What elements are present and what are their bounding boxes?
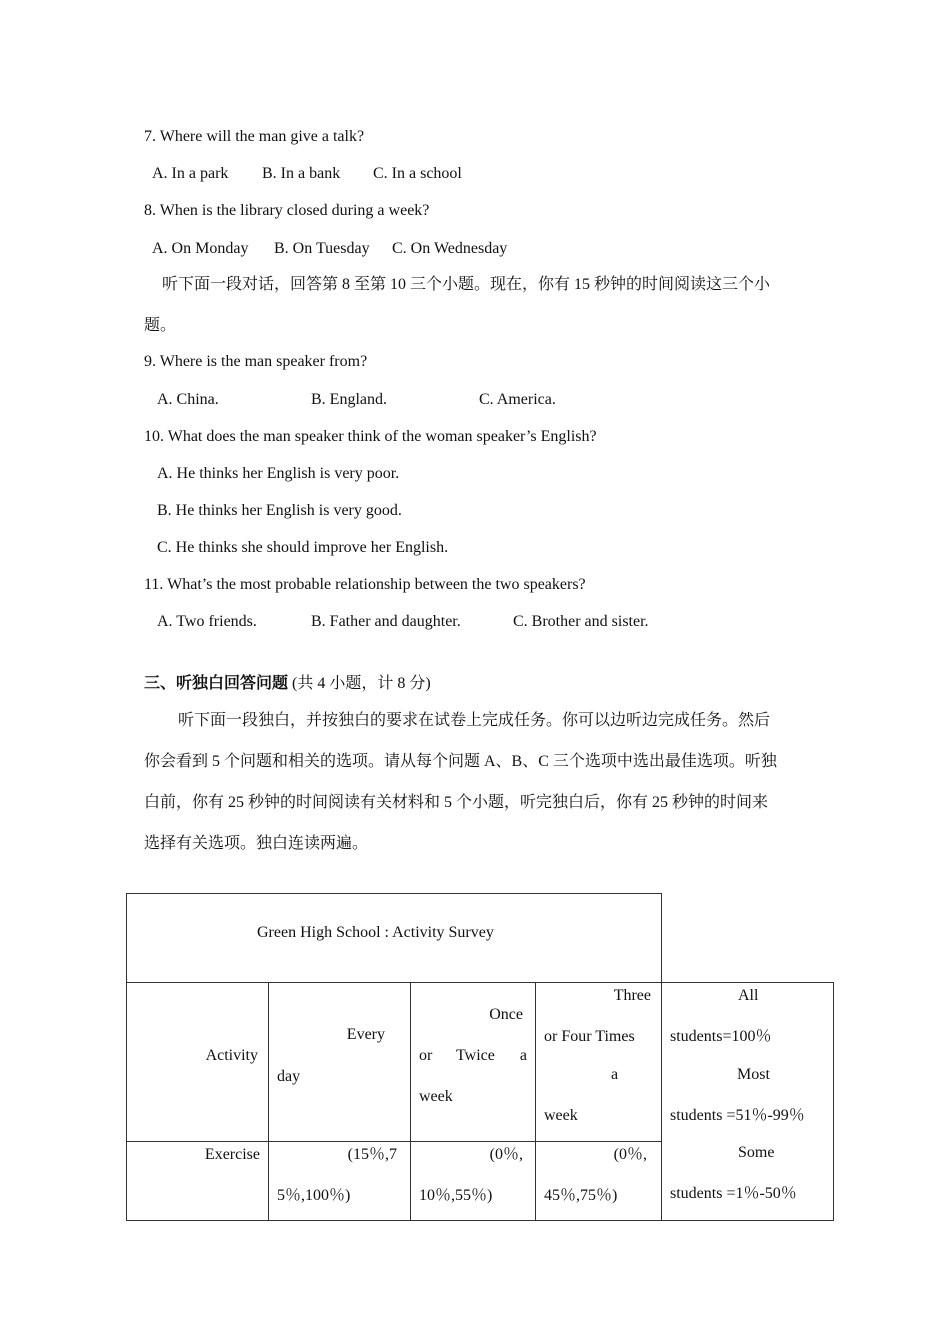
- header-three-four-word-3: a: [611, 1066, 619, 1083]
- header-three-four-word-1: Three: [613, 987, 651, 1004]
- legend-cell: [662, 983, 834, 1221]
- table-header-row: [127, 983, 834, 1142]
- legend-some-value: students =1％-50％: [670, 1185, 797, 1202]
- header-once-twice-word-3: Twice: [456, 1047, 495, 1064]
- q7-option-c: C. In a school: [373, 165, 462, 182]
- legend-most-label: Most: [737, 1066, 770, 1083]
- q10-option-c: C. He thinks she should improve her English.: [157, 539, 449, 556]
- table-blank-corner: [662, 894, 834, 983]
- section-three-heading-bold: 三、听独白回答问题: [144, 675, 289, 692]
- q10-option-a: A. He thinks her English is very poor.: [157, 465, 400, 482]
- q9-option-a: A. China.: [157, 391, 219, 408]
- q8-option-b: B. On Tuesday: [274, 240, 370, 257]
- header-once-twice: [411, 983, 536, 1142]
- question-9: 9. Where is the man speaker from?: [144, 353, 368, 370]
- question-7: 7. Where will the man give a talk?: [144, 128, 365, 145]
- monologue-instruction-line-1: 听下面一段独白，并按独白的要求在试卷上完成任务。你可以边听边完成任务。然后: [178, 712, 771, 729]
- row-exercise-three-four-part-2: 45％,75％): [544, 1187, 618, 1204]
- header-once-twice-word-2: or: [419, 1047, 433, 1064]
- q11-option-c: C. Brother and sister.: [513, 613, 649, 630]
- header-activity-label: Activity: [205, 1047, 258, 1064]
- table-title-row: [127, 894, 834, 983]
- q11-option-a: A. Two friends.: [157, 613, 257, 630]
- header-once-twice-word-4: a: [519, 1047, 527, 1064]
- header-three-four: [536, 983, 662, 1142]
- dialogue-instruction-line-1: 听下面一段对话，回答第 8 至第 10 三个小题。现在，你有 15 秒钟的时间阅读这三个小: [162, 276, 771, 293]
- dialogue-instruction-line-2: 题。: [144, 317, 177, 334]
- q7-option-b: B. In a bank: [262, 165, 341, 182]
- question-8: 8. When is the library closed during a week?: [144, 202, 430, 219]
- legend-all-value: students=100％: [670, 1028, 772, 1045]
- q9-option-b: B. England.: [311, 391, 387, 408]
- row-exercise-three-four: [536, 1142, 662, 1221]
- q10-option-b: B. He thinks her English is very good.: [157, 502, 402, 519]
- question-10: 10. What does the man speaker think of the woman speaker’s English?: [144, 428, 597, 445]
- q7-option-a: A. In a park: [152, 165, 229, 182]
- header-three-four-word-2: or Four Times: [544, 1028, 635, 1045]
- question-11: 11. What’s the most probable relationship between the two speakers?: [144, 576, 586, 593]
- row-exercise-every-day-part-2: 5％,100％): [277, 1187, 351, 1204]
- row-exercise-once-twice: [411, 1142, 536, 1221]
- legend-all-label: All: [738, 987, 759, 1004]
- header-three-four-word-4: week: [544, 1107, 578, 1124]
- row-exercise-three-four-part-1: (0％,: [613, 1146, 647, 1163]
- q11-option-b: B. Father and daughter.: [311, 613, 461, 630]
- q8-option-c: C. On Wednesday: [392, 240, 508, 257]
- legend-some-label: Some: [738, 1144, 775, 1161]
- header-activity: [127, 983, 269, 1142]
- q8-option-a: A. On Monday: [152, 240, 249, 257]
- header-every-day-word-2: day: [277, 1068, 301, 1085]
- monologue-instruction-line-3: 白前，你有 25 秒钟的时间阅读有关材料和 5 个小题，听完独白后，你有 25 秒钟的时间来: [144, 794, 769, 811]
- row-exercise-label: Exercise: [204, 1146, 260, 1163]
- activity-survey-table: [126, 893, 834, 1221]
- header-every-day-word-1: Every: [346, 1026, 385, 1043]
- monologue-instruction-line-2: 你会看到 5 个问题和相关的选项。请从每个问题 A、B、C 三个选项中选出最佳选项。听独: [144, 753, 777, 770]
- header-once-twice-word-1: Once: [489, 1006, 523, 1023]
- section-three-heading: [144, 674, 431, 694]
- header-once-twice-word-5: week: [419, 1088, 453, 1105]
- header-every-day: [269, 983, 411, 1142]
- row-exercise-once-twice-part-2: 10％,55％): [419, 1187, 493, 1204]
- legend-most-value: students =51％-99％: [670, 1107, 805, 1124]
- q9-option-c: C. America.: [479, 391, 556, 408]
- section-three-heading-points: (共 4 小题，计 8 分): [288, 675, 431, 692]
- monologue-instruction-line-4: 选择有关选项。独白连读两遍。: [144, 835, 369, 852]
- row-exercise-every-day: [269, 1142, 411, 1221]
- table-title: Green High School : Activity Survey: [257, 924, 494, 941]
- row-exercise-every-day-part-1: (15％,7: [347, 1146, 397, 1163]
- table-title-cell: [127, 894, 662, 983]
- row-exercise-activity: [127, 1142, 269, 1221]
- row-exercise-once-twice-part-1: (0％,: [489, 1146, 523, 1163]
